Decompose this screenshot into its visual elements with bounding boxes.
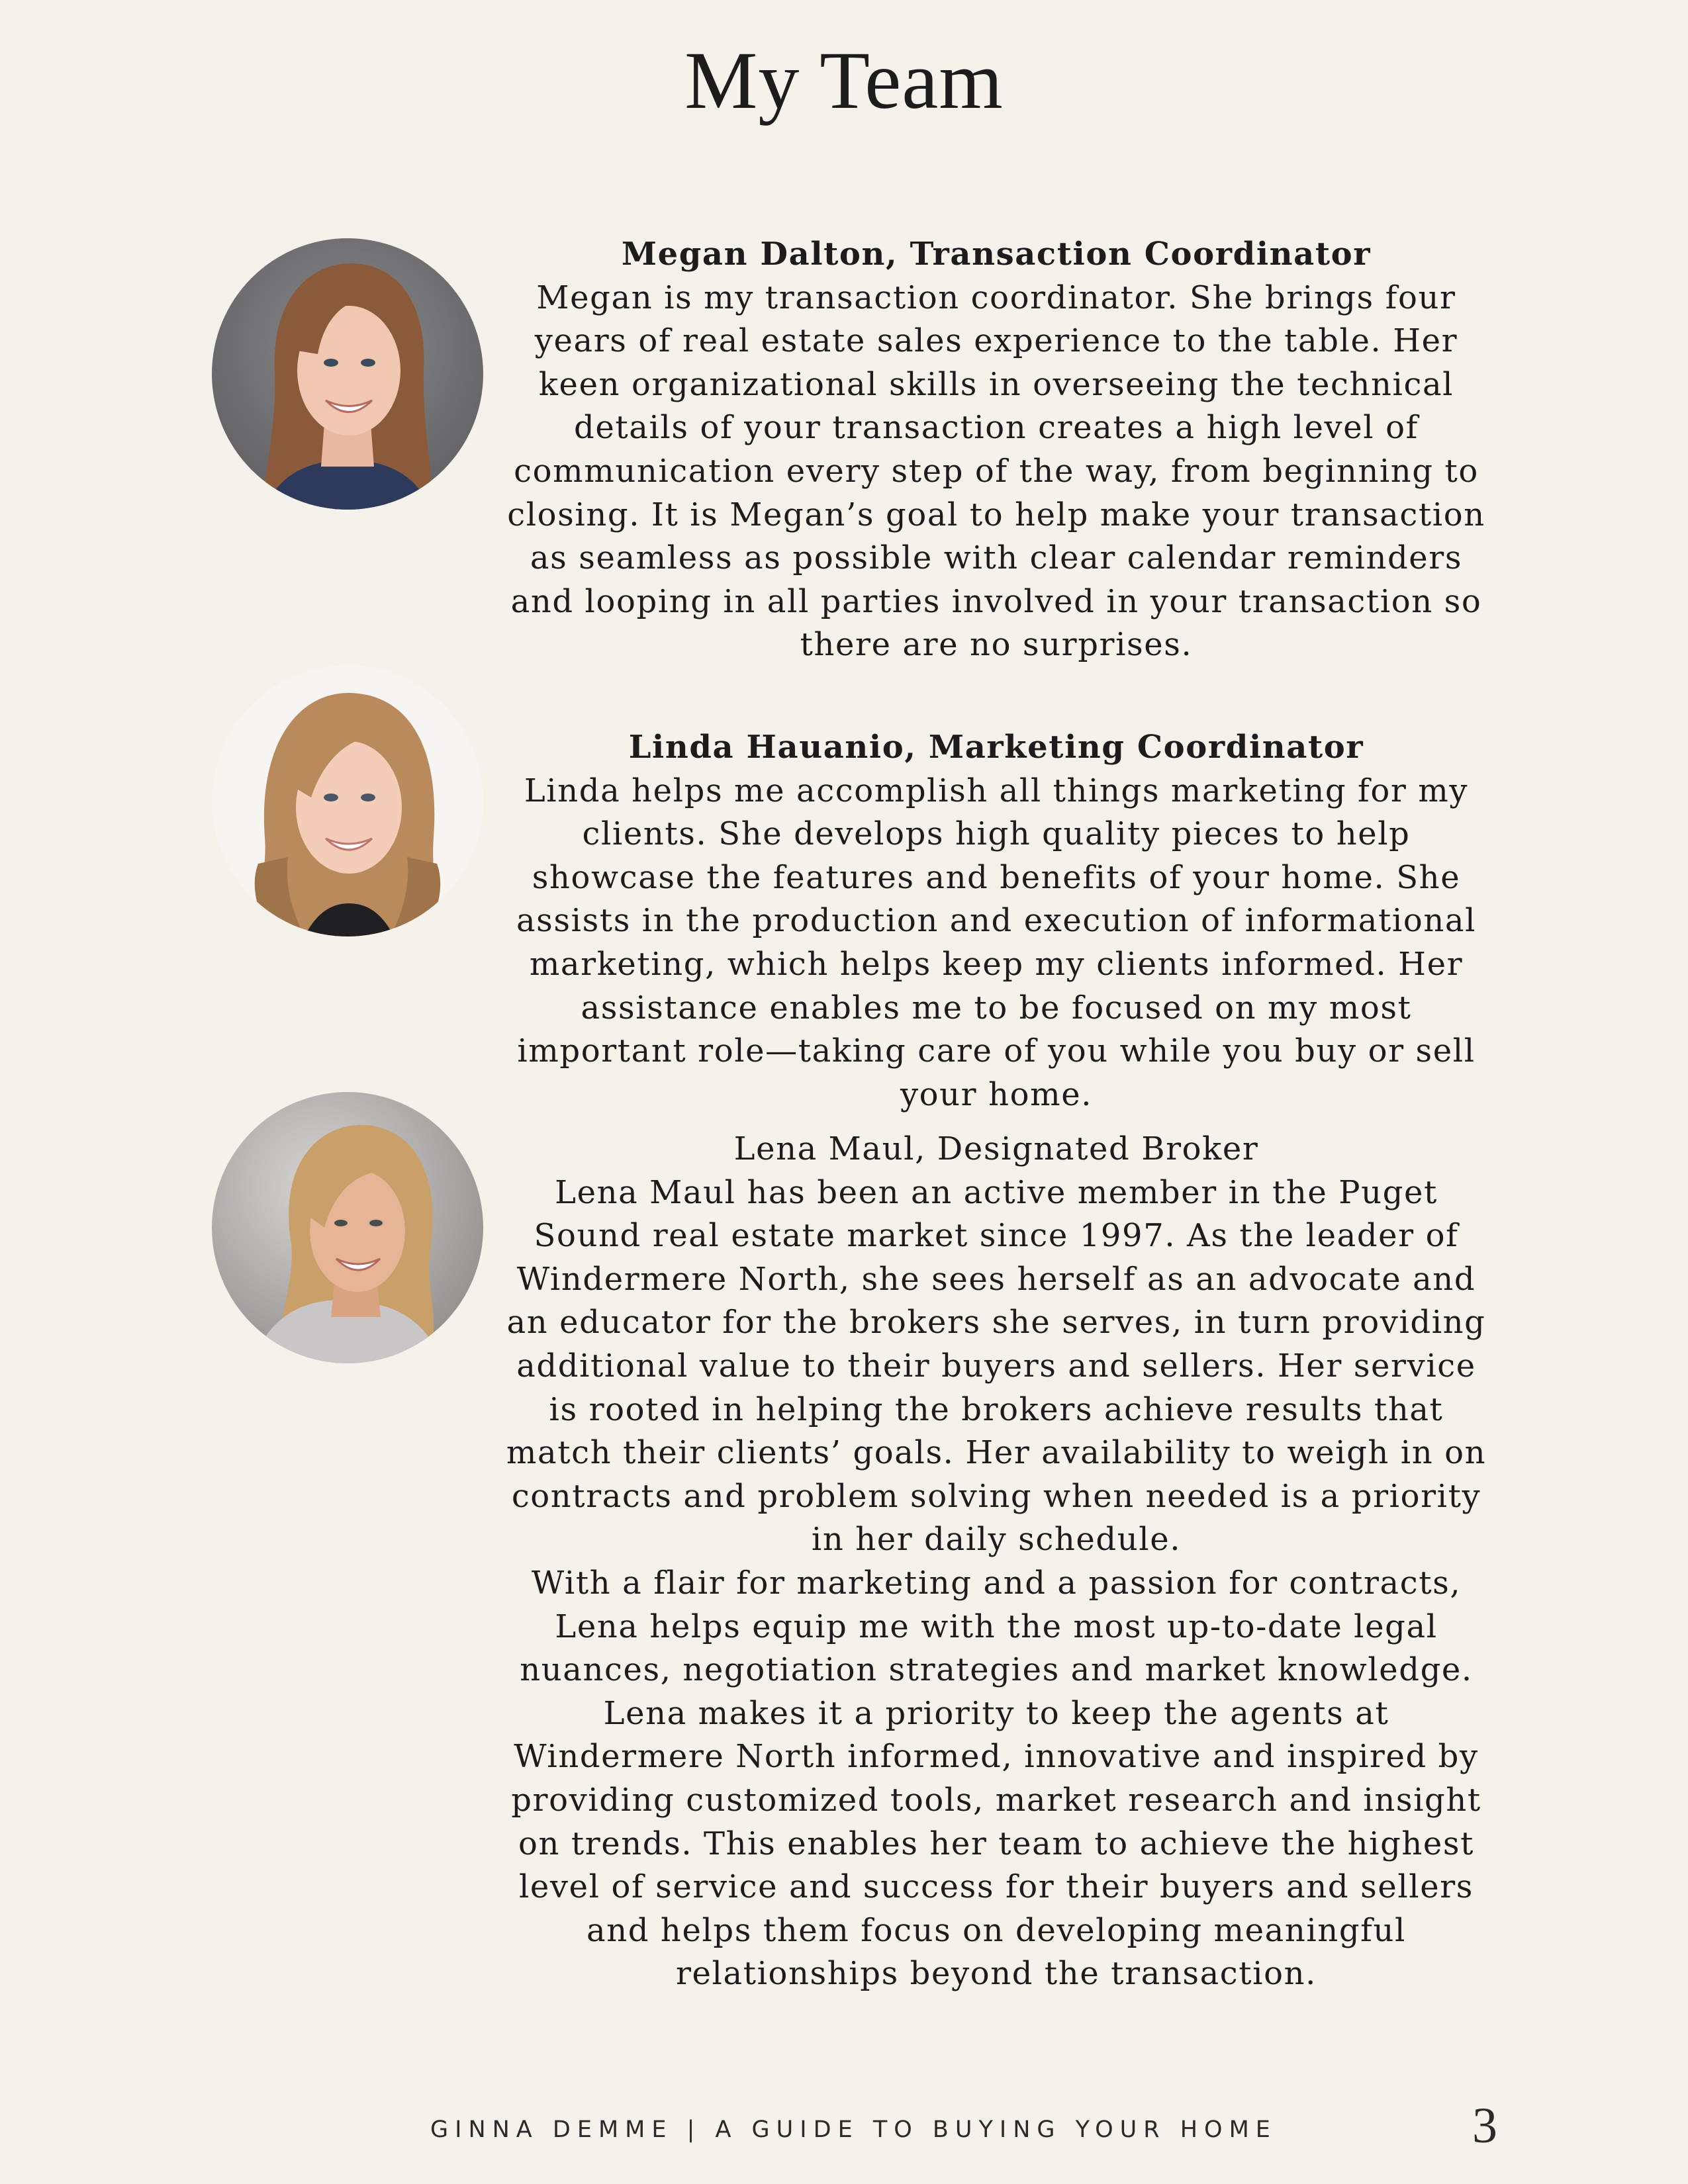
avatar-linda-hauanio bbox=[212, 665, 483, 936]
member-description-continued: With a flair for marketing and a passion for contracts, Lena helps equip me with the most up-to-date legal nuances, negotiation strategies and market knowledge. Lena makes it a priority to keep the agents at Windermere North informed, innovative and inspired by providing customized tools, market research and insight on trends. This enables her team to achieve the highest level of service and success for their buyers and sellers and helps them focus on developing meaningful relationships beyond the transaction. bbox=[511, 1564, 1481, 1993]
page-title: My Team bbox=[684, 35, 1004, 126]
member-name: Linda Hauanio, Marketing Coordinator bbox=[628, 729, 1364, 766]
member-description: Megan is my transaction coordinator. She brings four years of real estate sales experience to the table. Her keen organizational skills in overseeing the technical details of your transaction creates a high level of communication every step of the way, from beginning to closing. It is Megan’s goal to help make your transaction as seamless as possible with clear calendar reminders and looping in all parties involved in your transaction so there are no surprises. bbox=[507, 279, 1485, 664]
member-description: Linda helps me accomplish all things marketing for my clients. She develops high quality pieces to help showcase the features and benefits of your home. She assists in the production and execution of informational marketing, which helps keep my clients informed. Her assistance enables me to be focused on my most important role—taking care of you while you buy or sell your home. bbox=[516, 772, 1477, 1113]
member-name: Megan Dalton, Transaction Coordinator bbox=[621, 236, 1372, 273]
member-name: Lena Maul, Designated Broker bbox=[733, 1130, 1259, 1167]
member-bio-lena bbox=[503, 1128, 1489, 1996]
member-bio-megan bbox=[503, 233, 1489, 667]
member-bio-linda bbox=[503, 726, 1489, 1116]
member-description: Lena Maul has been an active member in the Puget Sound real estate market since 1997. As the leader of Windermere North, she sees herself as an advocate and an educator for the brokers she serves, in turn providing additional value to their buyers and sellers. Her service is rooted in helping the brokers achieve results that match their clients’ goals. Her availability to weigh in on contracts and problem solving when needed is a priority in her daily schedule. bbox=[506, 1173, 1487, 1559]
avatar-megan-dalton bbox=[212, 238, 483, 510]
footer-text: GINNA DEMME | A GUIDE TO BUYING YOUR HOME bbox=[430, 2116, 1277, 2143]
page-number: 3 bbox=[1472, 2098, 1497, 2154]
avatar-lena-maul bbox=[212, 1092, 483, 1363]
